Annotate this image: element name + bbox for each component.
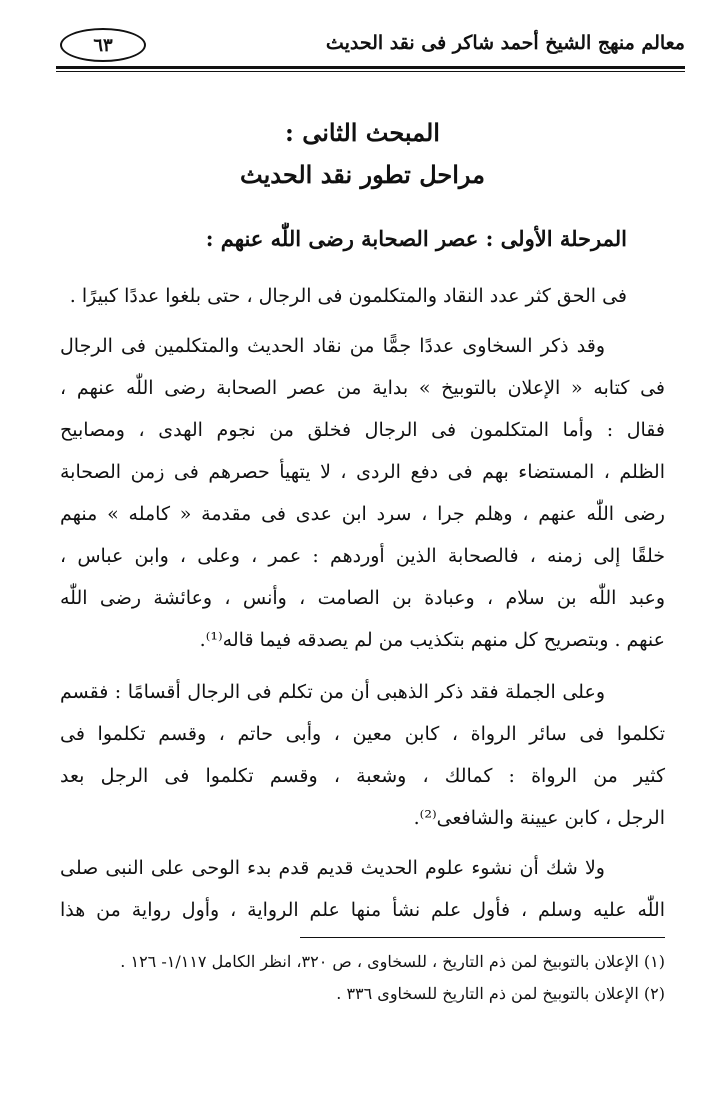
paragraph-line: فقال : وأما المتكلمون فى الرجال فخلق من نجوم الهدى ، ومصابيح: [60, 419, 665, 441]
paragraph-line: تكلموا فى سائر الرواة ، كابن معين ، وأبى حاتم ، وقسم تكلموا فى: [60, 723, 665, 745]
header-rule-thin: [56, 71, 685, 72]
paragraph-line: اللّٰه عليه وسلم ، فأول علم نشأ منها علم الرواية ، وأول رواية من هذا: [60, 899, 665, 921]
paragraph-line: خلقًا إلى زمنه ، فالصحابة الذين أوردهم : عمر ، وعلى ، وابن عباس ،: [60, 545, 665, 567]
section-label: المبحث الثانى :: [285, 118, 440, 147]
page-number: ٦٣: [93, 34, 113, 56]
paragraph-line: وعلى الجملة فقد ذكر الذهبى أن من تكلم فى الرجال أقسامًا : فقسم: [60, 681, 605, 703]
section-title: مراحل تطور نقد الحديث: [240, 160, 485, 189]
paragraph-line: وقد ذكر السخاوى عددًا جمًّا من نقاد الحديث والمتكلمين فى الرجال: [60, 335, 605, 357]
paragraph-line: فى الحق كثر عدد النقاد والمتكلمون فى الرجال ، حتى بلغوا عددًا كبيرًا .: [69, 285, 627, 307]
paragraph-line: الرجل ، كابن عيينة والشافعى⁽²⁾.: [413, 807, 665, 829]
footnote: (١) الإعلان بالتوبيخ لمن ذم التاريخ ، للسخاوى ، ص ٣٢٠، انظر الكامل ١/١١٧- ١٢٦ .: [120, 952, 665, 971]
paragraph-line: كثير من الرواة : كمالك ، وشعبة ، وقسم تكلموا فى الرجل بعد: [60, 765, 665, 787]
header-rule-thick: [56, 66, 685, 69]
footnote: (٢) الإعلان بالتوبيخ لمن ذم التاريخ للسخاوى ٣٣٦ .: [336, 984, 665, 1003]
paragraph-line: الظلم ، المستضاء بهم فى دفع الردى ، لا يتهيأ حصرهم فى زمن الصحابة: [60, 461, 665, 483]
paragraph-line: رضى اللّٰه عنهم ، وهلم جرا ، سرد ابن عدى فى مقدمة « كامله » منهم: [60, 503, 665, 525]
page-number-oval: [60, 28, 146, 62]
paragraph-line: فى كتابه « الإعلان بالتوبيخ » بداية من عصر الصحابة رضى اللّٰه عنهم ،: [60, 377, 665, 399]
footnote-separator: [300, 937, 665, 938]
paragraph-line: عنهم . وبتصريح كل منهم بتكذيب من لم يصدقه فيما قاله⁽¹⁾.: [199, 629, 665, 651]
running-header-title: معالم منهج الشيخ أحمد شاكر فى نقد الحديث: [325, 32, 685, 54]
paragraph-line: ولا شك أن نشوء علوم الحديث قديم قدم بدء الوحى على النبى صلى: [60, 857, 605, 879]
stage-heading: المرحلة الأولى : عصر الصحابة رضى اللّٰه عنهم :: [205, 226, 627, 251]
paragraph-line: وعبد اللّٰه بن سلام ، وعبادة بن الصامت ، وأنس ، وعائشة رضى اللّٰه: [60, 587, 665, 609]
